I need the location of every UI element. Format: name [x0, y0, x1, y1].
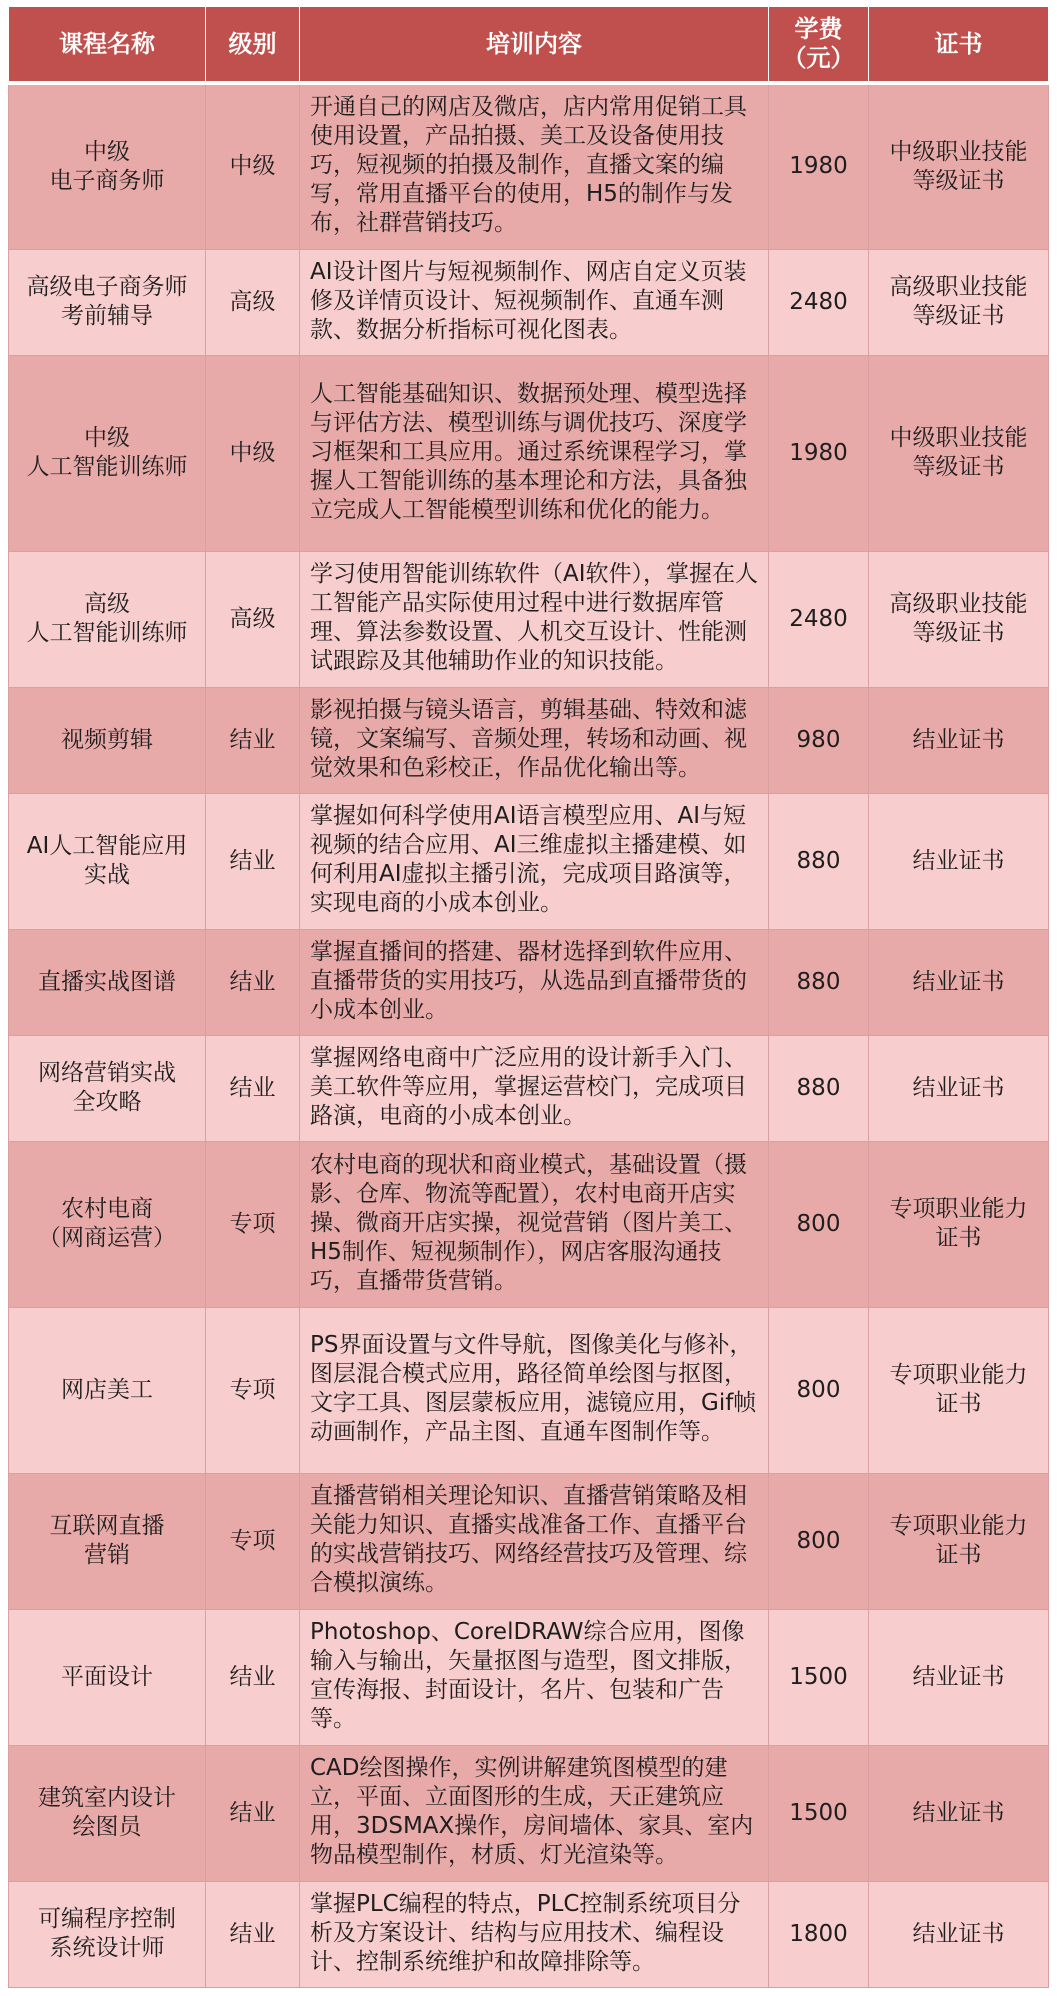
- course-table: [8, 6, 1049, 1988]
- course-name-line1: AI人工智能应用: [26, 833, 188, 859]
- course-name-cell: [9, 83, 206, 249]
- course-name-line1: 中级: [84, 425, 130, 451]
- fee-cell: 980: [769, 687, 869, 793]
- certificate-cell: [869, 355, 1049, 551]
- level-cell: 结业: [206, 1035, 300, 1141]
- course-name-line1: 中级: [84, 138, 130, 165]
- table-row: [9, 1473, 1049, 1609]
- course-name-line2: 人工智能训练师: [26, 454, 188, 480]
- training-content-cell: 掌握如何科学使用AI语言模型应用、AI与短视频的结合应用、AI三维虚拟主播建模、如何利用AI虚拟主播引流，完成项目路演等，实现电商的小成本创业。: [300, 793, 769, 929]
- certificate-line1: 专项职业能力: [889, 1196, 1028, 1222]
- certificate-line1: 高级职业技能: [889, 591, 1028, 617]
- course-name-line1: 高级: [84, 591, 130, 617]
- level-cell: 结业: [206, 687, 300, 793]
- course-name-cell: [9, 1609, 206, 1745]
- course-name-line1: 网络营销实战: [38, 1060, 176, 1086]
- table-row: [9, 1307, 1049, 1473]
- table-row: [9, 1881, 1049, 1987]
- certificate-cell: [869, 687, 1049, 793]
- course-name-line1: 视频剪辑: [61, 726, 153, 753]
- certificate-line1: 结业证书: [912, 1799, 1005, 1826]
- certificate-line1: 专项职业能力: [889, 1362, 1028, 1388]
- course-table-container: [8, 6, 1048, 1988]
- fee-cell: 880: [769, 1035, 869, 1141]
- level-cell: 结业: [206, 793, 300, 929]
- table-row: [9, 687, 1049, 793]
- course-name-cell: [9, 687, 206, 793]
- fee-cell: 800: [769, 1141, 869, 1307]
- certificate-line1: 结业证书: [912, 968, 1005, 995]
- certificate-cell: [869, 551, 1049, 687]
- certificate-line2: 证书: [935, 1391, 982, 1417]
- course-name-line1: 建筑室内设计: [38, 1785, 176, 1811]
- course-name-line2: 考前辅导: [61, 303, 153, 329]
- certificate-line1: 中级职业技能: [889, 425, 1028, 451]
- course-name-cell: [9, 355, 206, 551]
- course-name-line1: 直播实战图谱: [38, 968, 176, 995]
- certificate-line2: 等级证书: [912, 620, 1005, 646]
- certificate-line1: 结业证书: [912, 1074, 1005, 1101]
- table-row: [9, 929, 1049, 1035]
- fee-cell: 1800: [769, 1881, 869, 1987]
- training-content-cell: 影视拍摄与镜头语言，剪辑基础、特效和滤镜，文案编写、音频处理，转场和动画、视觉效果和色彩校正，作品优化输出等。: [300, 687, 769, 793]
- header-course-name: 课程名称: [9, 7, 206, 84]
- header-fee-line2: （元）: [782, 44, 855, 72]
- course-name-cell: [9, 551, 206, 687]
- course-name-line2: 人工智能训练师: [26, 620, 188, 646]
- course-name-cell: [9, 249, 206, 355]
- training-content-cell: CAD绘图操作，实例讲解建筑图模型的建立，平面、立面图形的生成，天正建筑应用，3DSMAX操作，房间墙体、家具、室内物品模型制作，材质、灯光渲染等。: [300, 1745, 769, 1881]
- training-content-cell: 掌握直播间的搭建、器材选择到软件应用、直播带货的实用技巧，从选品到直播带货的小成本创业。: [300, 929, 769, 1035]
- level-cell: 中级: [206, 355, 300, 551]
- fee-cell: 1980: [769, 355, 869, 551]
- course-name-cell: [9, 1035, 206, 1141]
- course-name-line1: 高级电子商务师: [26, 274, 188, 300]
- level-cell: 专项: [206, 1307, 300, 1473]
- training-content-cell: 开通自己的网店及微店，店内常用促销工具使用设置，产品拍摄、美工及设备使用技巧，短视频的拍摄及制作，直播文案的编写，常用直播平台的使用，H5的制作与发布，社群营销技巧。: [300, 83, 769, 249]
- certificate-line2: 证书: [935, 1225, 982, 1251]
- table-row: [9, 355, 1049, 551]
- certificate-line1: 结业证书: [912, 1920, 1005, 1947]
- table-row: [9, 551, 1049, 687]
- training-content-cell: PS界面设置与文件导航，图像美化与修补，图层混合模式应用，路径简单绘图与抠图，文字工具、图层蒙板应用，滤镜应用，Gif帧动画制作，产品主图、直通车图制作等。: [300, 1307, 769, 1473]
- certificate-cell: [869, 1035, 1049, 1141]
- course-name-cell: [9, 1881, 206, 1987]
- header-fee-line1: 学费: [794, 15, 843, 43]
- course-name-line2: （网商运营）: [38, 1225, 176, 1251]
- level-cell: 专项: [206, 1141, 300, 1307]
- level-cell: 高级: [206, 249, 300, 355]
- certificate-cell: [869, 929, 1049, 1035]
- certificate-cell: [869, 1745, 1049, 1881]
- certificate-cell: [869, 1609, 1049, 1745]
- fee-cell: 1980: [769, 83, 869, 249]
- level-cell: 结业: [206, 929, 300, 1035]
- course-name-line1: 网店美工: [61, 1376, 153, 1403]
- fee-cell: 880: [769, 793, 869, 929]
- certificate-cell: [869, 83, 1049, 249]
- course-name-line1: 平面设计: [61, 1663, 153, 1690]
- fee-cell: 800: [769, 1307, 869, 1473]
- table-row: [9, 1141, 1049, 1307]
- certificate-cell: [869, 1307, 1049, 1473]
- training-content-cell: 掌握网络电商中广泛应用的设计新手入门、美工软件等应用，掌握运营校门，完成项目路演，电商的小成本创业。: [300, 1035, 769, 1141]
- table-body: [9, 83, 1049, 1987]
- training-content-cell: 直播营销相关理论知识、直播营销策略及相关能力知识、直播实战准备工作、直播平台的实战营销技巧、网络经营技巧及管理、综合模拟演练。: [300, 1473, 769, 1609]
- level-cell: 中级: [206, 83, 300, 249]
- certificate-line2: 证书: [935, 1542, 982, 1568]
- certificate-cell: [869, 1141, 1049, 1307]
- certificate-cell: [869, 1473, 1049, 1609]
- certificate-line2: 等级证书: [912, 303, 1005, 329]
- certificate-cell: [869, 1881, 1049, 1987]
- course-name-line1: 可编程序控制: [38, 1906, 176, 1932]
- course-name-cell: [9, 929, 206, 1035]
- level-cell: 结业: [206, 1609, 300, 1745]
- training-content-cell: 农村电商的现状和商业模式，基础设置（摄影、仓库、物流等配置），农村电商开店实操、微商开店实操，视觉营销（图片美工、H5制作、短视频制作），网店客服沟通技巧，直播带货营销。: [300, 1141, 769, 1307]
- course-name-line2: 全攻略: [72, 1089, 142, 1115]
- course-name-cell: [9, 1745, 206, 1881]
- level-cell: 高级: [206, 551, 300, 687]
- training-content-cell: 掌握PLC编程的特点，PLC控制系统项目分析及方案设计、结构与应用技术、编程设计、控制系统维护和故障排除等。: [300, 1881, 769, 1987]
- table-row: [9, 249, 1049, 355]
- course-name-line2: 实战: [84, 862, 130, 888]
- training-content-cell: 学习使用智能训练软件（AI软件），掌握在人工智能产品实际使用过程中进行数据库管理、算法参数设置、人机交互设计、性能测试跟踪及其他辅助作业的知识技能。: [300, 551, 769, 687]
- fee-cell: 2480: [769, 551, 869, 687]
- training-content-cell: AI设计图片与短视频制作、网店自定义页装修及详情页设计、短视频制作、直通车测款、数据分析指标可视化图表。: [300, 249, 769, 355]
- header-certificate: 证书: [869, 7, 1049, 84]
- course-name-line2: 绘图员: [72, 1814, 142, 1840]
- certificate-line1: 结业证书: [912, 1663, 1005, 1690]
- training-content-cell: 人工智能基础知识、数据预处理、模型选择与评估方法、模型训练与调优技巧、深度学习框架和工具应用。通过系统课程学习，掌握人工智能训练的基本理论和方法，具备独立完成人工智能模型训练和优化的能力。: [300, 355, 769, 551]
- fee-cell: 800: [769, 1473, 869, 1609]
- header-row: [9, 7, 1049, 84]
- certificate-cell: [869, 793, 1049, 929]
- certificate-line1: 高级职业技能: [889, 274, 1028, 300]
- fee-cell: 880: [769, 929, 869, 1035]
- fee-cell: 1500: [769, 1745, 869, 1881]
- fee-cell: 1500: [769, 1609, 869, 1745]
- table-row: [9, 83, 1049, 249]
- course-name-line1: 互联网直播: [49, 1513, 165, 1539]
- course-name-line1: 农村电商: [61, 1196, 153, 1222]
- table-row: [9, 1035, 1049, 1141]
- certificate-cell: [869, 249, 1049, 355]
- table-row: [9, 793, 1049, 929]
- header-content: 培训内容: [300, 7, 769, 84]
- certificate-line1: 结业证书: [912, 847, 1005, 874]
- table-row: [9, 1745, 1049, 1881]
- table-header: [9, 7, 1049, 84]
- course-name-cell: [9, 1307, 206, 1473]
- course-name-cell: [9, 1473, 206, 1609]
- header-fee: [769, 7, 869, 84]
- fee-cell: 2480: [769, 249, 869, 355]
- level-cell: 结业: [206, 1881, 300, 1987]
- certificate-line2: 等级证书: [912, 167, 1005, 194]
- certificate-line1: 结业证书: [912, 726, 1005, 753]
- course-name-cell: [9, 1141, 206, 1307]
- level-cell: 结业: [206, 1745, 300, 1881]
- certificate-line2: 等级证书: [912, 454, 1005, 480]
- certificate-line1: 专项职业能力: [889, 1513, 1028, 1539]
- table-row: [9, 1609, 1049, 1745]
- course-name-line2: 电子商务师: [49, 167, 165, 194]
- header-level: 级别: [206, 7, 300, 84]
- certificate-line1: 中级职业技能: [889, 138, 1028, 165]
- course-name-line2: 系统设计师: [49, 1935, 165, 1961]
- course-name-cell: [9, 793, 206, 929]
- course-name-line2: 营销: [84, 1542, 130, 1568]
- level-cell: 专项: [206, 1473, 300, 1609]
- training-content-cell: Photoshop、CorelDRAW综合应用，图像输入与输出，矢量抠图与造型，图文排版，宣传海报、封面设计，名片、包装和广告等。: [300, 1609, 769, 1745]
